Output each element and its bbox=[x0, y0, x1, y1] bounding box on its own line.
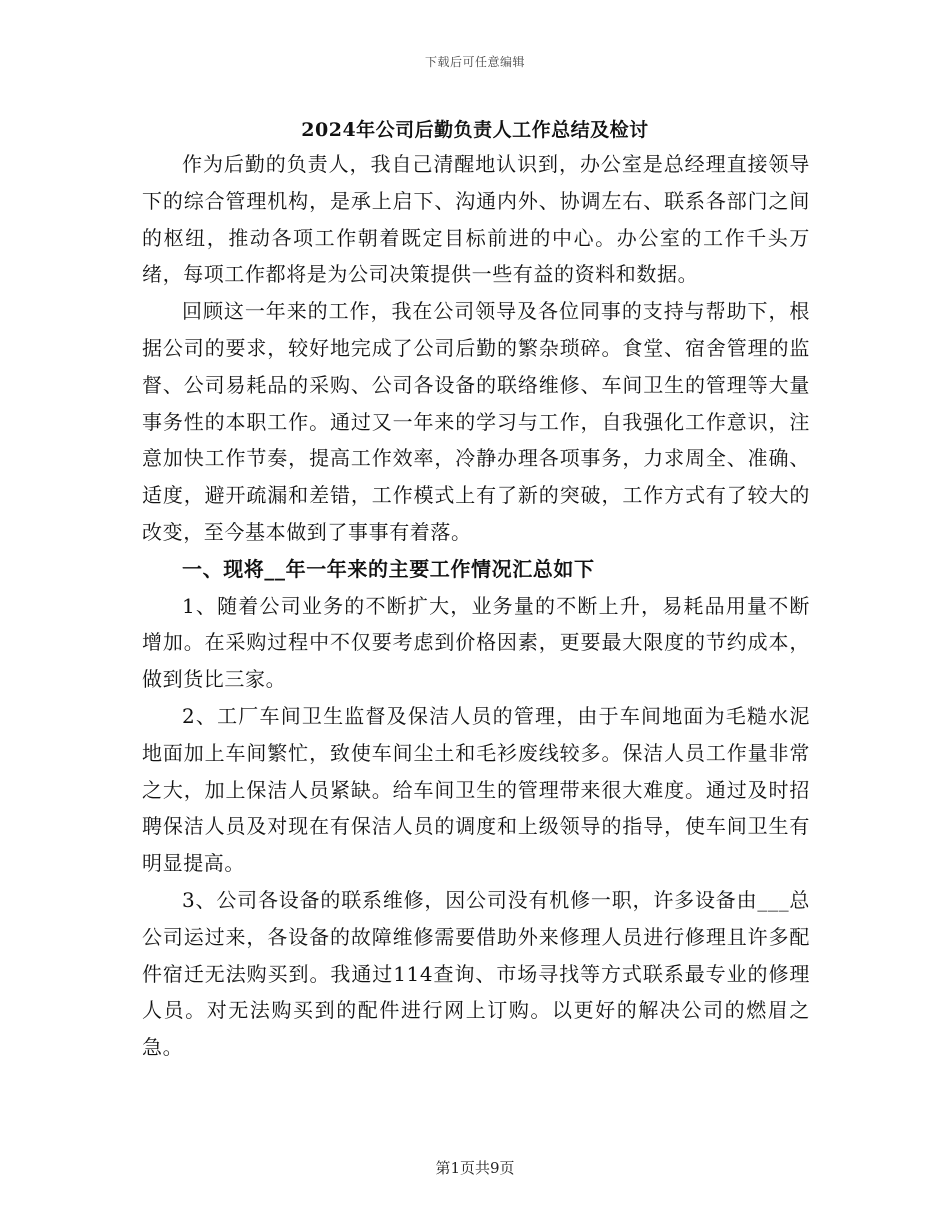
list-item-2: 2、工厂车间卫生监督及保洁人员的管理，由于车间地面为毛糙水泥地面加上车间繁忙，致使车间尘土和毛衫废线较多。保洁人员工作量非常之大，加上保洁人员紧缺。给车间卫生的管理带来很大难度。通过及时招聘保洁人员及对现在有保洁人员的调度和上级领导的指导，使车间卫生有明显提高。 bbox=[142, 703, 810, 876]
paragraph-intro: 作为后勤的负责人，我自己清醒地认识到，办公室是总经理直接领导下的综合管理机构，是承上启下、沟通内外、协调左右、联系各部门之间的枢纽，推动各项工作朝着既定目标前进的中心。办公室的工作千头万绪，每项工作都将是为公司决策提供一些有益的资料和数据。 bbox=[142, 152, 810, 287]
document-body bbox=[142, 146, 810, 1066]
page-indicator: 第1页共9页 bbox=[435, 1159, 515, 1177]
section-heading: 一、现将__年一年来的主要工作情况汇总如下 bbox=[182, 556, 595, 581]
paragraph-review: 回顾这一年来的工作，我在公司领导及各位同事的支持与帮助下，根据公司的要求，较好地完成了公司后勤的繁杂琐碎。食堂、宿舍管理的监督、公司易耗品的采购、公司各设备的联络维修、车间卫生的管理等大量事务性的本职工作。通过又一年来的学习与工作，自我强化工作意识，注意加快工作节奏，提高工作效率，冷静办理各项事务，力求周全、准确、适度，避开疏漏和差错，工作模式上有了新的突破，工作方式有了较大的改变，至今基本做到了事事有着落。 bbox=[142, 299, 810, 544]
document-title: 2024年公司后勤负责人工作总结及检讨 bbox=[301, 119, 649, 141]
header-note: 下载后可任意编辑 bbox=[424, 55, 525, 69]
list-item-3: 3、公司各设备的联系维修，因公司没有机修一职，许多设备由___总公司运过来，各设备的故障维修需要借助外来修理人员进行修理且许多配件宿迁无法购买到。我通过114查询、市场寻找等方式联系最专业的修理人员。对无法购买到的配件进行网上订购。以更好的解决公司的燃眉之急。 bbox=[142, 887, 810, 1060]
list-item-1: 1、随着公司业务的不断扩大，业务量的不断上升，易耗品用量不断增加。在采购过程中不仅要考虑到价格因素，更要最大限度的节约成本，做到货比三家。 bbox=[142, 593, 810, 692]
